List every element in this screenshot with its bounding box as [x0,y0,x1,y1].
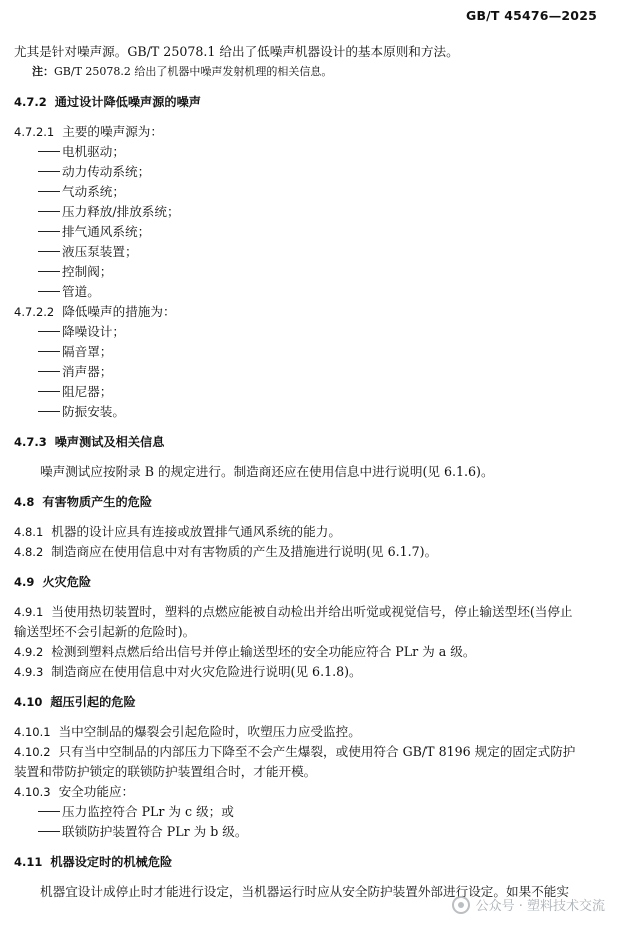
clause-text: 主要的噪声源为： [62,124,163,139]
dash-mark [38,831,60,832]
clause-4-10-2 [14,744,611,760]
section-title: 机器设定时的机械危险 [50,855,173,869]
dash-mark [38,151,60,152]
watermark-text: 公众号 · 塑料技术交流 [475,899,605,914]
clause-number: 4.10.2 [14,745,51,759]
clause-continuation: 输送型坯不会引起新的危险时)。 [14,624,196,639]
clause-4-9-3 [14,664,611,680]
list-item: 防振安装。 [38,404,611,420]
dash-mark [38,171,60,172]
paragraph: 机器宜设计成停止时才能进行设定，当机器运行时应从安全防护装置外部进行设定。如果不能实 [40,884,569,899]
list-item: 压力监控符合 PLr 为 c 级；或 [38,804,611,820]
clause-number: 4.10.1 [14,725,51,739]
dash-mark [38,251,60,252]
section-number: 4.8 [14,495,35,509]
dash-mark [38,371,60,372]
list-item: 降噪设计； [38,324,611,340]
note [32,64,611,80]
clause-text: 降低噪声的措施为： [62,304,176,319]
clause-4-8-2 [14,544,611,560]
section-number: 4.7.3 [14,435,47,449]
dash-mark [38,231,60,232]
note-lead: 注： [32,65,54,78]
dash-mark [38,211,60,212]
list-item: 动力传动系统； [38,164,611,180]
list-item: 压力释放/排放系统； [38,204,611,220]
clause-number: 4.9.3 [14,665,44,679]
dash-mark [38,811,60,812]
section-title: 噪声测试及相关信息 [54,435,165,449]
section-title: 通过设计降低噪声源的噪声 [54,95,201,109]
note-text: GB/T 25078.2 给出了机器中噪声发射机理的相关信息。 [54,65,333,78]
list-item: 气动系统； [38,184,611,200]
clause-text: 检测到塑料点燃后给出信号并停止输送型坯的安全功能应符合 PLr 为 a 级。 [51,644,476,659]
list-item: 消声器； [38,364,611,380]
watermark [452,895,605,914]
clause-number: 4.7.2.2 [14,305,55,319]
dash-mark [38,391,60,392]
list-item: 液压泵装置； [38,244,611,260]
clause-4-7-2-2 [14,304,611,320]
clause-text: 制造商应在使用信息中对火灾危险进行说明(见 6.1.8)。 [51,664,362,679]
doc-code-header: GB/T 45476—2025 [465,8,597,23]
clause-number: 4.9.2 [14,645,44,659]
list-item: 管道。 [38,284,611,300]
clause-4-7-2-1 [14,124,611,140]
list-item: 控制阀； [38,264,611,280]
clause-4-10-3 [14,784,611,800]
heading-4-7-2 [14,94,611,110]
section-title: 火灾危险 [42,575,92,589]
clause-4-8-1 [14,524,611,540]
section-title: 超压引起的危险 [50,695,136,709]
clause-4-9-1 [14,604,611,620]
heading-4-10 [14,694,611,710]
clause-text: 当使用热切装置时，塑料的点燃应能被自动检出并给出听觉或视觉信号，停止输送型坯(当停止 [51,604,573,619]
clause-number: 4.10.3 [14,785,51,799]
heading-4-7-3 [14,434,611,450]
clause-text: 当中空制品的爆裂会引起危险时，吹塑压力应受监控。 [58,724,361,739]
heading-4-8 [14,494,611,510]
dash-mark [38,291,60,292]
list-item: 联锁防护装置符合 PLr 为 b 级。 [38,824,611,840]
dash-mark [38,191,60,192]
list-item: 排气通风系统； [38,224,611,240]
heading-4-11 [14,854,611,870]
section-number: 4.10 [14,695,43,709]
section-number: 4.7.2 [14,95,47,109]
clause-number: 4.8.2 [14,545,44,559]
list-item: 阻尼器； [38,384,611,400]
wechat-logo-icon [452,896,470,914]
list-item: 隔音罩； [38,344,611,360]
clause-text: 安全功能应： [58,784,135,799]
section-number: 4.11 [14,855,43,869]
list-item: 电机驱动； [38,144,611,160]
clause-4-10-1 [14,724,611,740]
section-number: 4.9 [14,575,35,589]
clause-text: 制造商应在使用信息中对有害物质的产生及措施进行说明(见 6.1.7)。 [51,544,438,559]
dash-mark [38,331,60,332]
dash-mark [38,351,60,352]
clause-text: 机器的设计应具有连接或放置排气通风系统的能力。 [51,524,341,539]
clause-number: 4.8.1 [14,525,44,539]
heading-4-9 [14,574,611,590]
clause-4-9-2 [14,644,611,660]
clause-number: 4.7.2.1 [14,125,55,139]
clause-continuation: 装置和带防护锁定的联锁防护装置组合时，才能开模。 [14,764,317,779]
clause-number: 4.9.1 [14,605,44,619]
intro-line: 尤其是针对噪声源。GB/T 25078.1 给出了低噪声机器设计的基本原则和方法。 [14,44,459,59]
section-title: 有害物质产生的危险 [42,495,153,509]
dash-mark [38,271,60,272]
paragraph: 噪声测试应按附录 B 的规定进行。制造商还应在使用信息中进行说明(见 6.1.6)。 [40,464,494,479]
clause-text: 只有当中空制品的内部压力下降至不会产生爆裂，或使用符合 GB/T 8196 规定的固定式防护 [58,744,576,759]
dash-mark [38,411,60,412]
